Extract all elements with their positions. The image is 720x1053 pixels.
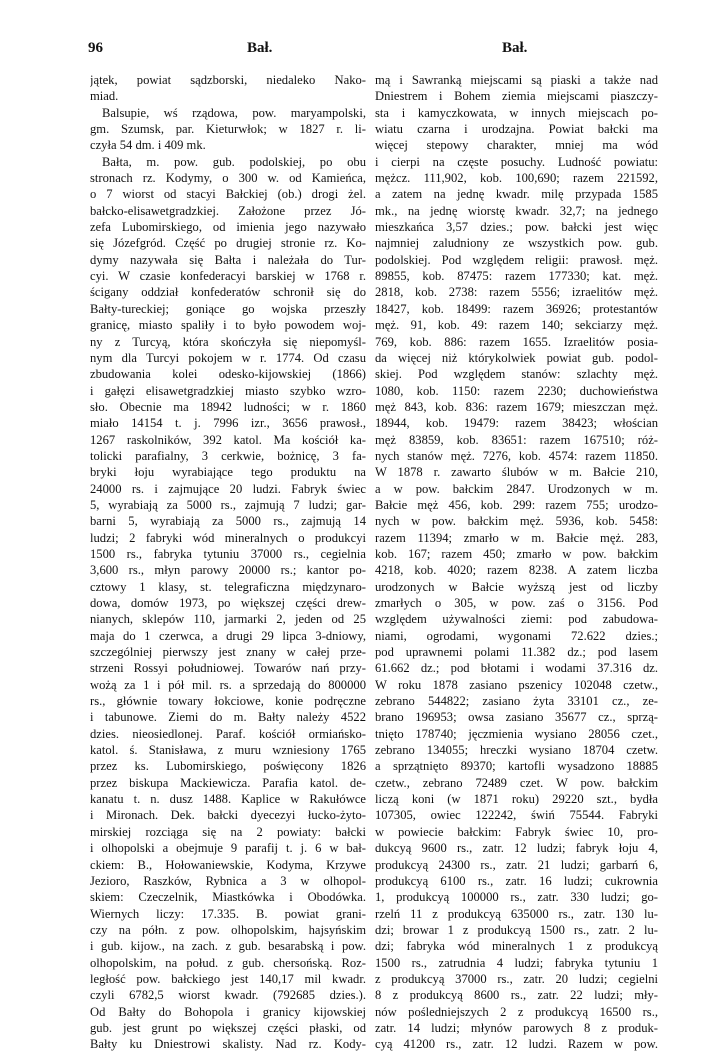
text-line: mirskiej rozciąga się na 2 powiaty: bałcki — [90, 824, 366, 839]
text-line: miad. — [90, 89, 119, 104]
text-line: dymy nazywała się Bałta i należała do Tur- — [90, 252, 366, 267]
text-line: rzelń 11 z produkcyą 635000 rs., zatr. 130 lu- — [375, 906, 658, 921]
text-line: 3,600 rs., młyn parowy 20000 rs.; kantor po- — [90, 563, 366, 578]
text-line: ckiem: B., Hołowaniewskie, Kodyma, Krzywe — [90, 857, 366, 872]
text-line: nianych, sklepów 110, jarmarki 2, jeden od 25 — [90, 612, 366, 627]
text-line: ległość pow. bałckiego jest 140,17 mil kwadr. — [90, 971, 366, 986]
text-line: Bałty ku Dniestrowi skalisty. Nad rz. Kody- — [90, 1037, 366, 1052]
text-line: 5, wyrabiają za 5000 rs., zajmują 7 ludzi; gar- — [90, 497, 366, 512]
text-line: mężcz. 111,902, kob. 100,690; razem 221592, — [375, 171, 658, 186]
text-line: W 1878 r. zawarto ślubów w m. Bałcie 210, — [375, 465, 658, 480]
text-line: skiem: Czeczelnik, Miastkówka i Obodówka. — [90, 890, 366, 905]
text-line: i cierpi na częste posuchy. Ludność powiatu: — [375, 154, 658, 169]
running-head-right: Bał. — [502, 40, 528, 56]
text-line: Bałta, m. pow. gub. podolskiej, po obu — [102, 154, 366, 169]
text-line: nym dla Turcyi pokojem w r. 1774. Od czasu — [90, 350, 366, 365]
text-line: i tabunowe. Ziemi do m. Bałty należy 4522 — [90, 710, 366, 725]
text-line: sta i kamyczkowata, w innych miejscach po- — [375, 105, 658, 120]
text-line: 2818, kob. 2738: razem 5556; izraelitów męż. — [375, 285, 658, 300]
text-line: cztowy 1 klasy, st. telegraficzna międzynaro- — [90, 579, 366, 594]
text-line: ny z Turcyą, która skończyła się niepomyśl- — [90, 334, 366, 349]
text-line: miało 14154 t. j. 7996 izr., 3656 prawosł., — [90, 416, 366, 431]
text-line: dzi; fabryka wód mineralnych 1 z produkcyą — [375, 939, 658, 954]
text-line: zbudowania kolei odesko-kijowskiej (1866) — [90, 367, 366, 382]
text-line: i Mironach. Dek. bałcki dyecezyi łucko-żyto- — [90, 808, 366, 823]
text-line: zatr. 14 ludzi; młynów parowych 8 z produk- — [375, 1020, 658, 1035]
text-line: dzi; browar 1 z produkcyą 1500 rs., zatr. 2 lu- — [375, 922, 658, 937]
text-line: strzeni Rossyi południowej. Towarów nań przy- — [90, 661, 366, 676]
text-line: czy na półn. z pow. olhopolskim, hajsyńskim — [90, 922, 366, 937]
text-line: produkcyą 24300 rs., zatr. 21 ludzi; garbarń 6, — [375, 857, 658, 872]
text-line: a w pow. bałckim 2847. Urodzonych w m. — [375, 481, 658, 496]
text-line: czyła 54 dm. i 409 mk. — [90, 138, 206, 153]
text-line: nych w pow. bałckim męż. 5936, kob. 5458: — [375, 514, 658, 529]
text-line: 1080, kob. 1150: razem 2230; duchowieństwa — [375, 383, 658, 398]
text-line: produkcyą 6100 rs., zatr. 16 ludzi; cukrownia — [375, 873, 658, 888]
text-line: mieszkańca 3,57 dzies.; pow. bałcki jest więc — [375, 220, 658, 235]
right-column — [375, 72, 658, 1053]
text-line: da więcej niż którykolwiek powiat gub. podol- — [375, 350, 658, 365]
text-line: czetw., zebrano 72489 czet. W pow. bałckim — [375, 775, 658, 790]
text-line: pod uprawnemi polami 11.382 dz.; pod lasem — [375, 645, 658, 660]
text-line: jątek, powiat sądzborski, niedaleko Nako- — [90, 73, 366, 87]
text-line: się Józefgród. Część po drugiej stronie rz. Ko- — [90, 236, 366, 251]
text-line: męż 83859, kob. 83651: razem 167510; róż- — [375, 432, 658, 447]
text-line: Balsupie, wś rządowa, pow. maryampolski, — [102, 105, 366, 120]
text-line: sło. Obecnie ma 18942 ludności; w r. 1860 — [90, 399, 366, 414]
text-line: skiej. Pod względem stanów: szlachty męż. — [375, 367, 658, 382]
text-line: kanatu t. n. dusz 1488. Kaplice w Rakułówce — [90, 792, 366, 807]
text-line: nych stanów męż. 7276, kob. 4574: razem 11850. — [375, 448, 658, 463]
text-line: zmarłych o 305, w pow. zaś o 3156. Pod — [375, 596, 658, 610]
text-line: liczą koni (w 1871 roku) 29220 szt., bydła — [375, 792, 658, 807]
text-line: zebrano 134055; hreczki wysiano 18704 czetw. — [375, 743, 658, 758]
text-line: cyą 41200 rs., zatr. 12 ludzi. Razem w pow. — [375, 1037, 658, 1052]
text-line: 18427, kob. 18499: razem 36926; protestantów — [375, 301, 658, 316]
text-line: mk., na jednę wiorstę kwadr. 32,7; na jednego — [375, 203, 658, 218]
text-line: olhopolskim, na połud. z gub. chersońską. Roz- — [90, 955, 366, 970]
text-line: 4218, kob. 4020; razem 8238. A zatem liczba — [375, 563, 658, 578]
text-line: tolicki parafialny, 3 cerkwie, bożnicę, 3 fa- — [90, 448, 366, 463]
text-line: rs., głównie towary łokciowe, konie podręczne — [90, 694, 366, 709]
text-line: więcej stepowy charakter, mniej ma wód — [375, 138, 658, 153]
text-line: i gub. kijow., na zach. z gub. besarabską i pow. — [90, 939, 366, 954]
text-line: 1267 raskolników, 392 katol. Ma kościół ka- — [90, 432, 366, 447]
text-line: a zatem na jednę kwadr. milę przypada 1585 — [375, 187, 658, 202]
text-line: 1500 rs., zatrudnia 4 ludzi; fabryka tytuniu 1 — [375, 955, 658, 970]
text-line: Jezioro, Raszków, Rybnica a 3 w olhopol- — [90, 873, 366, 888]
text-line: 61.662 dz.; pod błotami i wodami 37.316 dz. — [375, 661, 658, 676]
text-line: niami, ogrodami, wygonami 72.622 dzies.; — [375, 628, 658, 643]
text-line: 8 z produkcyą 8600 rs., zatr. 22 ludzi; mły- — [375, 988, 658, 1003]
text-line: podolskiej. Pod względem religii: prawosł. męż. — [375, 252, 658, 267]
text-line: tnięto 178740; jęczmienia wysiano 28056 czet., — [375, 726, 658, 741]
text-line: mą i Sawranką miejscami są piaski a także nad — [375, 73, 658, 87]
text-line: maja do 1 czerwca, a drugi 29 lipca 3-dniowy, — [90, 628, 366, 643]
text-line: i olhopolski a obejmuje 9 parafij t. j. 6 w bał- — [90, 841, 366, 856]
text-line: 1, produkcyą 100000 rs., zatr. 330 ludzi; go- — [375, 890, 658, 905]
text-line: urodzonych w Bałcie wyższą jest od liczby — [375, 579, 658, 594]
page-number: 96 — [88, 40, 103, 56]
text-line: wożą za 1 i pół mil. rs. a sprzedają do 800000 — [90, 677, 366, 692]
text-line: razem 11394; zmarło w m. Bałcie męż. 283, — [375, 530, 658, 545]
text-line: Bałty-tureckiej; goniące go wojska przeszły — [90, 301, 366, 316]
text-line: Wiernych liczy: 17.335. B. powiat grani- — [90, 906, 366, 921]
text-line: o 7 wiorst od stacyi Bałckiej (ob.) drogi żel. — [90, 187, 366, 202]
text-line: 18944, kob. 19479: razem 38423; włościan — [375, 416, 658, 431]
text-line: bryki łoju wyrabiające tego produktu na — [90, 465, 366, 480]
text-line: 1500 rs., fabryka tytuniu 37000 rs., cegielnia — [90, 546, 366, 561]
text-line: dowa, domów 1973, po większej części drew- — [90, 596, 366, 610]
text-line: zebrano 544822; zasiano żyta 33101 cz., ze- — [375, 694, 658, 709]
text-line: brano 196953; owsa zasiano 35677 cz., sprzą- — [375, 710, 658, 725]
text-line: 107305, owiec 122242, świń 75544. Fabryki — [375, 808, 658, 823]
left-column — [90, 72, 366, 1053]
text-line: przez ks. Lubomirskiego, poświęcony 1826 — [90, 759, 366, 774]
text-line: gub. jest grunt po większej części płaski, od — [90, 1020, 366, 1035]
text-line: męż 843, kob. 836: razem 1679; mieszczan męż. — [375, 399, 658, 414]
running-head-left: Bał. — [247, 40, 273, 56]
text-line: 24000 rs. i zajmujące 20 ludzi. Fabryk świec — [90, 481, 366, 496]
text-line: Bałcie męż 456, kob. 299: razem 755; urodzo- — [375, 497, 658, 512]
text-line: bałcko-elisawetgradzkiej. Założone przez Jó- — [90, 203, 366, 218]
text-line: z produkcyą 37000 rs., zatr. 20 ludzi; cegielni — [375, 971, 658, 986]
text-line: katol. ś. Stanisława, z muru wzniesiony 1765 — [90, 743, 366, 758]
text-line: dukcyą 9600 rs., zatr. 12 ludzi; fabryk łoju 4, — [375, 841, 658, 856]
text-line: najmniej zaludniony ze wszystkich pow. gub. — [375, 236, 658, 251]
text-line: czyli 6782,5 wiorst kwadr. (792685 dzies.). — [90, 988, 366, 1003]
text-line: gm. Szumsk, par. Kieturwłok; w 1827 r. li- — [90, 122, 366, 137]
text-line: wiatu czarna i urodzajna. Powiat bałcki ma — [375, 122, 658, 137]
text-line: 89855, kob. 87475: razem 177330; kat. męż. — [375, 269, 658, 284]
text-line: ścigany oddział konfederatów schronił się do — [90, 285, 366, 300]
text-line: zefa Lubomirskiego, od imienia jego nazywało — [90, 220, 366, 235]
text-line: dzies. nieosiedlonej. Paraf. kościół ormiańsko- — [90, 726, 366, 741]
text-line: w powiecie bałckim: Fabryk świec 10, pro- — [375, 824, 658, 839]
text-line: barni 5, wyrabiają za 5000 rs., zajmują 14 — [90, 514, 366, 529]
text-line: Od Bałty do Bohopola i granicy kijowskiej — [90, 1004, 366, 1019]
text-line: szczególniej pierwszy jest znany w całej prze- — [90, 645, 366, 660]
text-line: Dniestrem i Bohem ziemia miejscami piaszczy- — [375, 89, 658, 104]
text-line: W roku 1878 zasiano pszenicy 102048 czetw., — [375, 677, 658, 692]
text-line: męż. 91, kob. 49: razem 140; sekciarzy męż. — [375, 318, 658, 333]
text-line: ludzi; 2 fabryki wód mineralnych o produkcyi — [90, 530, 366, 545]
text-line: granicę, miasto spaliły i to było powodem woj- — [90, 318, 366, 333]
text-line: a sprzątnięto 89370; kartofli wysadzono 18885 — [375, 759, 658, 774]
text-line: względem używalności ziemi: pod zabudowa- — [375, 612, 658, 627]
text-line: 769, kob. 886: razem 1655. Izraelitów posia- — [375, 334, 658, 349]
text-line: stronach rz. Kodymy, o 300 w. od Kamieńca, — [90, 171, 366, 186]
text-line: przez biskupa Mackiewicza. Parafia katol. de- — [90, 775, 366, 790]
text-line: i gałęzi elisawetgradzkiej miasto szybko wzro- — [90, 383, 366, 398]
text-line: cyi. W czasie konfederacyi barskiej w 1768 r. — [90, 269, 366, 284]
text-line: kob. 167; razem 450; zmarło w pow. bałckim — [375, 546, 658, 561]
text-line: nów pośledniejszych 2 z produkcyą 16500 rs., — [375, 1004, 658, 1019]
